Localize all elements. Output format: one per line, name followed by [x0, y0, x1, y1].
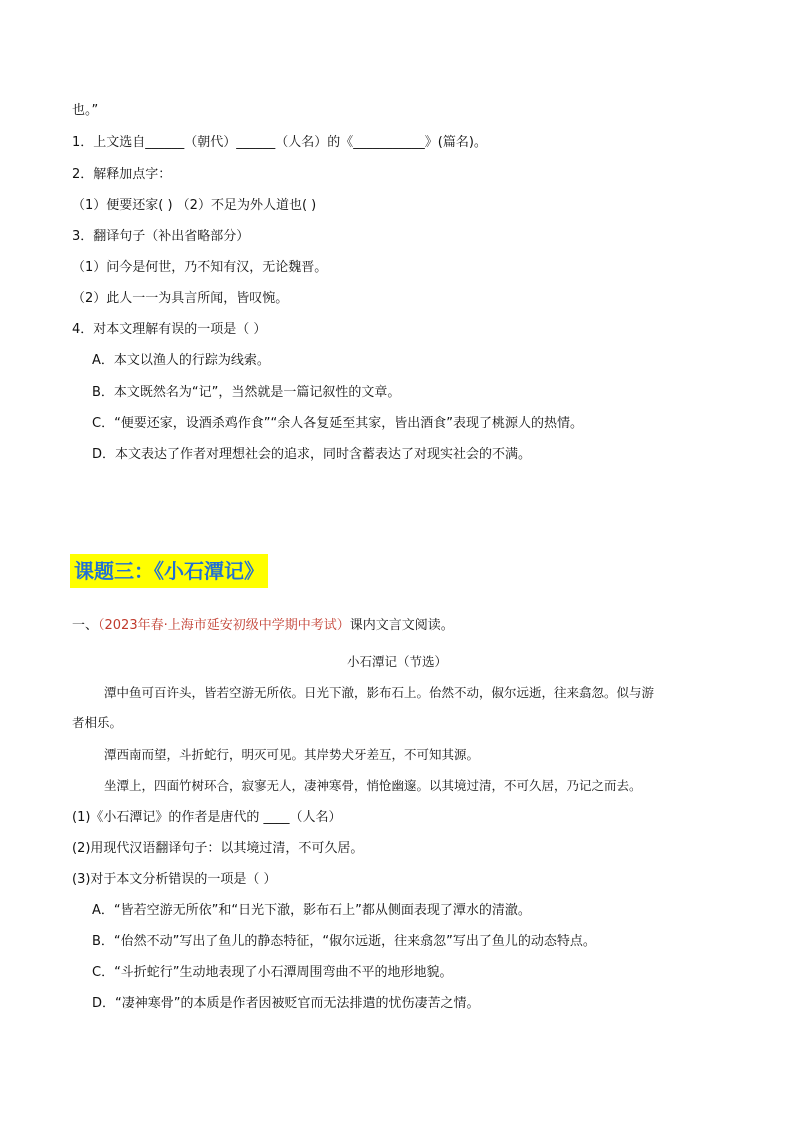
- passage-paragraph-2: 潭西南而望，斗折蛇行，明灭可见。其岸势犬牙差互，不可知其源。: [104, 747, 480, 762]
- question-2: 2．解释加点字：: [72, 167, 172, 182]
- section-option-c: C．“斗折蛇行”生动地表现了小石潭周围弯曲不平的地形地貌。: [92, 965, 453, 980]
- question-4: 4．对本文理解有误的一项是（ ）: [72, 322, 267, 337]
- section-question-1: (1)《小石潭记》的作者是唐代的 ____（人名）: [72, 810, 342, 825]
- question-3-item-2: （2）此人一一为具言所闻，皆叹惋。: [72, 291, 289, 306]
- option-b: B．本文既然名为“记”，当然就是一篇记叙性的文章。: [92, 385, 401, 400]
- question-3-item-1: （1）问今是何世，乃不知有汉，无论魏晋。: [72, 260, 328, 275]
- passage-paragraph-3: 坐潭上，四面竹树环合，寂寥无人，凄神寒骨，悄怆幽邃。以其境过清，不可久居，乃记之而去。: [104, 778, 642, 793]
- section-option-d: D．“凄神寒骨”的本质是作者因被贬官而无法排遣的忧伤凄苦之情。: [92, 996, 480, 1011]
- question-3: 3．翻译句子（补出省略部分）: [72, 229, 250, 244]
- intro-prefix: 一、: [72, 618, 99, 633]
- section-intro: [72, 617, 454, 635]
- question-2-items: （1）便要还家( ) （2）不足为外人道也( ): [72, 198, 317, 213]
- option-a: A．本文以渔人的行踪为线索。: [92, 353, 270, 368]
- intro-suffix: 课内文言文阅读。: [349, 618, 454, 633]
- question-1: 1．上文选自______（朝代）______（人名）的《___________》(篇名)。: [72, 135, 487, 150]
- section-question-3: (3)对于本文分析错误的一项是（ ）: [72, 872, 277, 887]
- section-option-a: A．“皆若空游无所依”和“日光下澈，影布石上”都从侧面表现了潭水的清澈。: [92, 903, 531, 918]
- passage-paragraph-1-cont: 者相乐。: [72, 715, 123, 730]
- section-heading: 课题三：《小石潭记》: [70, 554, 268, 588]
- option-d: D．本文表达了作者对理想社会的追求，同时含蓄表达了对现实社会的不满。: [92, 447, 532, 462]
- passage-title: 小石潭记（节选）: [346, 654, 447, 669]
- section-question-2: (2)用现代汉语翻译句子：以其境过清，不可久居。: [72, 841, 364, 856]
- intro-source: （2023年春·上海市延安初级中学期中考试）: [98, 618, 350, 633]
- section-option-b: B．“佁然不动”写出了鱼儿的静态特征，“俶尔远逝，往来翕忽”写出了鱼儿的动态特点。: [92, 934, 596, 949]
- option-c: C．“便要还家，设酒杀鸡作食”“余人各复延至其家，皆出酒食”表现了桃源人的热情。: [92, 416, 584, 431]
- text-line: 也。”: [72, 103, 99, 118]
- passage-paragraph-1: 潭中鱼可百许头，皆若空游无所依。日光下澈，影布石上。佁然不动，俶尔远逝，往来翕忽。似与游: [104, 685, 655, 700]
